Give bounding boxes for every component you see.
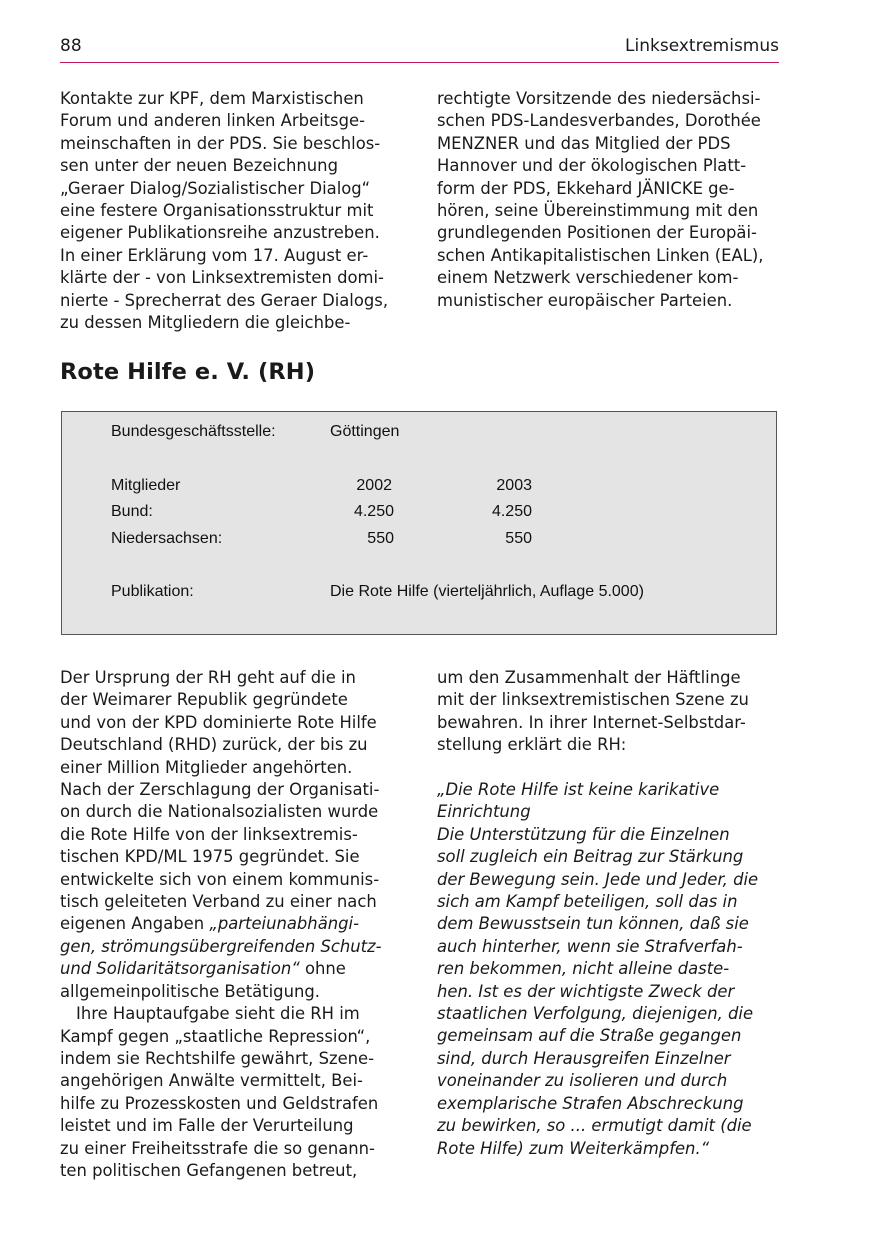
text-line: eine festere Organisationsstruktur mit (60, 201, 374, 221)
text-line: Nach der Zerschlagung der Organisati- (60, 780, 380, 800)
text-line: allgemeinpolitische Betätigung. (60, 981, 320, 1001)
text-line: indem sie Rechtshilfe gewährt, Szene- (60, 1048, 375, 1068)
quote-line: Die Unterstützung für die Einzelnen (437, 824, 730, 844)
paragraph (60, 88, 405, 334)
quote-line: soll zugleich ein Beitrag zur Stärkung (437, 847, 744, 867)
text-line: angehörigen Anwälte vermittelt, Bei- (60, 1071, 363, 1091)
text-line: der Weimarer Republik gegründete (60, 690, 348, 710)
text-line: stellung erklärt die RH: (437, 735, 627, 755)
text-line: eigener Publikationsreihe anzustreben. (60, 223, 380, 243)
publication-label: Publikation: (111, 583, 194, 600)
paragraph (60, 667, 405, 1003)
text-line: Hannover und der ökologischen Platt- (437, 156, 747, 176)
text-line: bewahren. In ihrer Internet-Selbstdar- (437, 712, 746, 732)
niedersachsen-label: Niedersachsen: (111, 530, 223, 547)
text-line: einer Million Mitglieder angehörten. (60, 757, 353, 777)
text-line: Deutschland (RHD) zurück, der bis zu (60, 735, 368, 755)
quote-line: zu bewirken, so ... ermutigt damit (die (437, 1116, 752, 1136)
text-line: schen PDS-Landesverbandes, Dorothée (437, 111, 761, 131)
running-title: Linksextremismus (625, 36, 779, 56)
organization-info-box (61, 411, 777, 635)
publication-value: Die Rote Hilfe (vierteljährlich, Auflage 5.000) (330, 583, 644, 600)
text-line: um den Zusammenhalt der Häftlinge (437, 668, 741, 687)
text-line: die Rote Hilfe von der linksextremis- (60, 824, 358, 844)
bund-label: Bund: (111, 503, 153, 520)
text-line: form der PDS, Ekkehard JÄNICKE ge- (437, 178, 735, 198)
top-right-column (437, 88, 782, 312)
page-header (60, 34, 779, 63)
quote-line: staatlichen Verfolgung, diejenigen, die (437, 1004, 754, 1024)
quote-segment: und Solidaritätsorganisation“ (60, 959, 300, 979)
text-line: tischen KPD/ML 1975 gegründet. Sie (60, 847, 360, 867)
text-line (60, 913, 405, 935)
text-line: gen, strömungsübergreifenden Schutz- (60, 936, 382, 956)
text-line: leistet und im Falle der Verurteilung (60, 1116, 354, 1136)
quote-line: auch hinterher, wenn sie Strafverfah- (437, 936, 743, 956)
text-line: on durch die Nationalsozialisten wurde (60, 802, 379, 822)
text-line: In einer Erklärung vom 17. August er- (60, 245, 369, 265)
quote-line: Rote Hilfe) zum Weiterkämpfen.“ (437, 1138, 710, 1158)
year-2002-header: 2002 (356, 477, 392, 494)
quote-line: sich am Kampf beteiligen, soll das in (437, 892, 738, 912)
quote-block (437, 779, 782, 1160)
niedersachsen-2002-value: 550 (367, 530, 394, 547)
text-line: entwickelte sich von einem kommunis- (60, 869, 380, 889)
bund-2003-value: 4.250 (491, 503, 532, 520)
spacer (437, 757, 782, 779)
quote-line: der Bewegung sein. Jede und Jeder, die (437, 869, 759, 889)
text-line: rechtigte Vorsitzende des niedersächsi- (437, 89, 761, 108)
text-line: hilfe zu Prozesskosten und Geldstrafen (60, 1093, 379, 1113)
text-line: hören, seine Übereinstimmung mit den (437, 201, 759, 221)
text-line: zu dessen Mitgliedern die gleichbe- (60, 313, 351, 333)
text-line: „Geraer Dialog/Sozialistischer Dialog“ (60, 178, 371, 198)
section-heading: Rote Hilfe e. V. (RH) (60, 359, 316, 385)
text-line: grundlegenden Positionen der Europäi- (437, 223, 757, 243)
text-segment: ohne (299, 959, 346, 979)
bund-2002-value: 4.250 (353, 503, 394, 520)
text-line (60, 958, 405, 980)
text-segment: eigenen Angaben (60, 914, 210, 934)
paragraph (437, 667, 782, 757)
text-line: Ihre Hauptaufgabe sieht die RH im (76, 1004, 360, 1024)
text-line: ten politischen Gefangenen betreut, (60, 1160, 358, 1180)
text-line: schen Antikapitalistischen Linken (EAL), (437, 245, 764, 265)
text-line: mit der linksextremistischen Szene zu (437, 690, 749, 710)
text-line: meinschaften in der PDS. Sie beschlos- (60, 133, 381, 153)
paragraph (437, 88, 782, 312)
quote-line: exemplarische Strafen Abschreckung (437, 1093, 744, 1113)
quote-line: hen. Ist es der wichtigste Zweck der (437, 981, 735, 1001)
quote-line: gemeinsam auf die Straße gegangen (437, 1026, 742, 1046)
text-line: nierte - Sprecherrat des Geraer Dialogs, (60, 290, 389, 310)
quote-segment: „parteiunabhängi- (209, 914, 360, 934)
year-2003-header: 2003 (496, 477, 532, 494)
text-line: einem Netzwerk verschiedener kom- (437, 268, 739, 288)
top-left-column (60, 88, 405, 334)
quote-line: ren bekommen, nicht alleine daste- (437, 959, 730, 979)
text-line: Forum und anderen linken Arbeitsge- (60, 111, 365, 131)
page-number: 88 (60, 36, 82, 56)
text-line: Der Ursprung der RH geht auf die in (60, 668, 356, 687)
text-line: tisch geleiteten Verband zu einer nach (60, 892, 377, 912)
quote-line: sind, durch Herausgreifen Einzelner (437, 1048, 731, 1068)
bottom-left-column (60, 667, 405, 1182)
quote-line: Einrichtung (437, 802, 531, 822)
text-line: Kampf gegen „staatliche Repression“, (60, 1026, 371, 1046)
bottom-right-column (437, 667, 782, 1160)
text-line: munistischer europäischer Parteien. (437, 290, 733, 310)
members-label: Mitglieder (111, 477, 181, 494)
paragraph (60, 1003, 405, 1182)
office-label: Bundesgeschäftsstelle: (111, 423, 276, 440)
text-line: und von der KPD dominierte Rote Hilfe (60, 712, 377, 732)
office-value: Göttingen (330, 423, 400, 440)
text-line: zu einer Freiheitsstrafe die so genann- (60, 1138, 375, 1158)
text-line: MENZNER und das Mitglied der PDS (437, 133, 731, 153)
quote-line: dem Bewusstsein tun können, daß sie (437, 914, 749, 934)
niedersachsen-2003-value: 550 (505, 530, 532, 547)
text-line: sen unter der neuen Bezeichnung (60, 156, 338, 176)
quote-line: voneinander zu isolieren und durch (437, 1071, 728, 1091)
text-line: klärte der - von Linksextremisten domi- (60, 268, 384, 288)
text-line: Kontakte zur KPF, dem Marxistischen (60, 89, 364, 108)
quote-line: „Die Rote Hilfe ist keine karikative (437, 780, 720, 800)
